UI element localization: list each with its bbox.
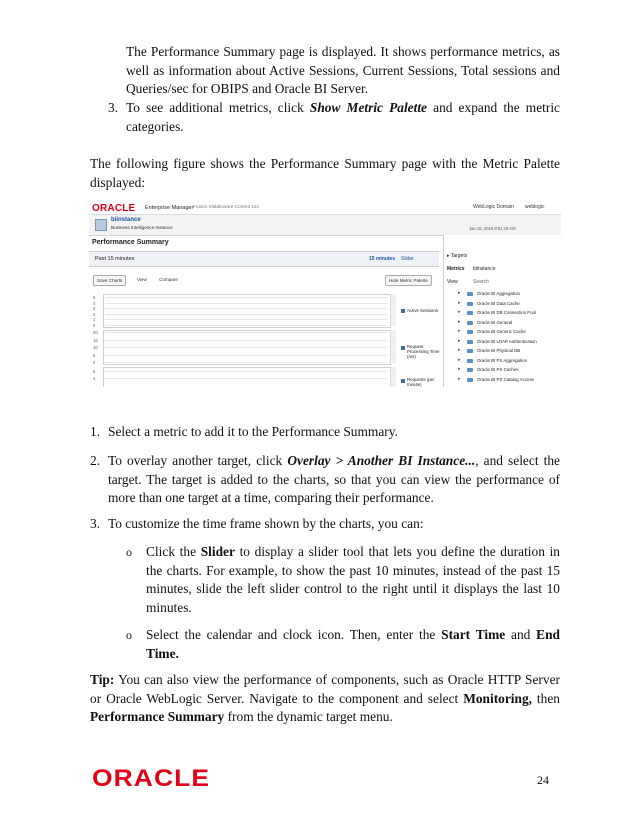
text: and — [505, 627, 537, 642]
expand-arrow-icon[interactable]: ▸ — [458, 318, 461, 325]
y-tick-label: 5 — [93, 295, 96, 300]
emphasis: Performance Summary — [90, 709, 225, 725]
expand-arrow-icon[interactable]: ▸ — [458, 290, 461, 296]
folder-icon — [467, 311, 473, 315]
chart-scrollbar[interactable] — [390, 330, 396, 363]
gridline — [105, 355, 387, 356]
view-menu[interactable]: View — [137, 277, 147, 282]
metric-category[interactable]: Oracle BI Physical DB — [477, 348, 521, 353]
text: You can also view the performance of components, such as Oracle HTTP Server or Oracle WebLogic Server. Navigate to the component and select — [90, 672, 560, 706]
expand-arrow-icon[interactable]: ▸ — [458, 375, 461, 382]
instance-name[interactable]: biinstance — [111, 217, 141, 223]
emphasis: Overlay > Another BI Instance... — [287, 453, 476, 468]
gridline — [105, 347, 387, 348]
gridline — [105, 308, 387, 309]
folder-icon — [467, 378, 473, 382]
targets-label: Targets — [450, 253, 468, 259]
y-tick-label: 0 — [93, 322, 96, 328]
legend-active-sessions: Active Sessions — [407, 308, 438, 313]
instance-date: Jan 15, 2016 8:01:19 AM — [469, 226, 516, 231]
gridline — [105, 319, 387, 320]
palette-view-menu[interactable]: View — [447, 279, 458, 285]
gridline — [105, 297, 387, 298]
text: from the dynamic target menu. — [224, 709, 393, 725]
folder-icon — [467, 359, 473, 363]
emphasis: Start Time — [441, 627, 506, 642]
intro-step-3 — [126, 99, 560, 136]
hide-metric-palette-button[interactable]: Hide Metric Palette — [385, 275, 432, 286]
gridline — [105, 303, 387, 304]
text: To see additional metrics, click — [126, 100, 310, 115]
metric-category[interactable]: Oracle BI LDAP Authentication — [477, 338, 537, 344]
y-tick-label: 5 — [93, 369, 96, 374]
em-subtitle: Fusion Middleware Control 12c — [193, 205, 260, 210]
y-tick-label: 1 — [93, 317, 96, 322]
tip-paragraph — [90, 671, 560, 727]
gridline — [105, 371, 387, 372]
instance-type-menu[interactable]: Business Intelligence Instance — [111, 225, 173, 230]
chart-requests — [103, 367, 391, 387]
legend-swatch — [401, 309, 405, 313]
folder-icon — [467, 292, 473, 296]
expand-arrow-icon[interactable]: ▸ — [458, 356, 461, 363]
y-tick-label: 4 — [93, 376, 96, 381]
metric-category[interactable]: Oracle BI Data Cache — [477, 300, 520, 306]
y-tick-label: 2 — [93, 311, 96, 317]
expand-arrow-icon[interactable]: ▸ — [458, 299, 461, 306]
time-range-label: Past 15 minutes — [95, 256, 135, 262]
step-number: 3. — [90, 516, 101, 531]
folder-icon — [467, 330, 473, 334]
metrics-target: biinstance — [473, 266, 496, 272]
tip-label: Tip: — [90, 672, 115, 687]
bullet-slider — [146, 543, 560, 617]
expand-arrow-icon[interactable]: ▸ — [458, 309, 461, 315]
gridline — [105, 332, 387, 333]
emphasis: Slider — [200, 544, 235, 559]
legend-swatch — [401, 346, 405, 350]
compare-menu[interactable]: Compare — [159, 277, 178, 282]
minutes-select[interactable]: 15 minutes — [369, 256, 396, 262]
user-menu[interactable]: weblogic — [525, 204, 545, 210]
step-number: 2. — [90, 453, 101, 468]
y-tick-label: 20 — [93, 330, 98, 335]
chart-scrollbar[interactable] — [390, 367, 396, 387]
gridline — [105, 378, 387, 379]
folder-icon — [467, 368, 473, 372]
y-tick-label: 0 — [93, 360, 96, 365]
legend-requests: Requests (per minute) — [407, 377, 435, 387]
text: Select the calendar and clock icon. Then, enter the — [146, 627, 442, 642]
oracle-logo: ORACLE — [92, 765, 211, 792]
save-charts-button[interactable]: Save Charts — [93, 275, 126, 286]
y-tick-label: 3 — [93, 306, 96, 311]
step-number: 1. — [90, 424, 101, 439]
step-1: Select a metric to add it to the Performance Summary. — [108, 424, 398, 439]
legend-request-processing: Request Processing Time (ms) — [407, 344, 440, 359]
gridline — [105, 314, 387, 315]
performance-summary-figure — [89, 199, 561, 387]
gridline — [105, 325, 387, 326]
expand-arrow-icon[interactable]: ▸ — [458, 337, 461, 344]
metrics-tab[interactable]: Metrics — [447, 266, 465, 272]
emphasis: Show Metric Palette — [309, 100, 428, 115]
bullet-mark: o — [126, 628, 132, 642]
figure-caption: The following figure shows the Performance Summary page with the Metric Palette displayed: — [90, 156, 560, 190]
text: Click the — [146, 544, 201, 559]
folder-icon — [467, 321, 473, 325]
slider-button[interactable]: Slider — [401, 256, 414, 262]
metric-category[interactable]: Oracle BI PS Caches — [477, 367, 519, 372]
bullet-mark: o — [126, 545, 132, 559]
y-tick-label: 15 — [93, 337, 98, 343]
gridline — [105, 362, 387, 363]
expand-arrow-icon[interactable]: ▸ — [458, 347, 461, 353]
chart-scrollbar[interactable] — [390, 294, 396, 326]
bullet-calendar — [146, 626, 560, 663]
text: and expand the metric categories. — [126, 100, 560, 134]
folder-icon — [467, 340, 473, 344]
step-number: 3. — [108, 100, 119, 115]
metric-category[interactable]: Oracle BI Aggregation — [477, 291, 520, 296]
metric-category[interactable]: Oracle BI PS Catalog Access — [477, 376, 534, 382]
text: to display a slider tool that lets you define the duration in the charts. For example, to show the past 10 minutes, instead of the past 15 minutes, slide the left slider control to the right until it displays the last 10 minutes. — [146, 544, 560, 615]
instance-icon — [95, 219, 107, 231]
oracle-logo: ORACLE — [92, 203, 136, 214]
y-tick-label: 10 — [93, 345, 98, 350]
y-tick-label: 4 — [93, 300, 96, 306]
text: then — [532, 690, 560, 706]
metric-category[interactable]: Oracle BI Generic Cache — [477, 329, 526, 334]
folder-icon — [467, 302, 473, 306]
emphasis: End Time. — [146, 627, 560, 661]
folder-icon — [467, 349, 473, 353]
expand-arrow-icon[interactable]: ▸ — [458, 366, 461, 372]
text: , and select the target. The target is added to the charts, so that you can view the performance of more than one target at a time, comparing their performance. — [108, 453, 560, 506]
y-tick-label: 5 — [93, 352, 96, 358]
step-2 — [108, 452, 560, 508]
palette-search-input[interactable]: Search — [473, 279, 489, 285]
weblogic-domain-menu[interactable]: WebLogic Domain — [473, 204, 514, 210]
metric-category[interactable]: Oracle BI General — [477, 319, 513, 325]
expand-arrow-icon[interactable]: ▸ — [458, 328, 461, 334]
metric-category[interactable]: Oracle BI PS Aggregation — [477, 357, 528, 363]
em-title: Enterprise Manager — [145, 205, 194, 211]
targets-section[interactable]: ▸ Targets — [447, 253, 468, 259]
gridline — [105, 340, 387, 341]
page-number: 24 — [537, 773, 549, 787]
page-title: Performance Summary — [92, 239, 169, 246]
legend-swatch — [401, 379, 405, 383]
step-3: To customize the time frame shown by the charts, you can: — [108, 516, 424, 531]
text: To overlay another target, click — [108, 453, 288, 468]
emphasis: Monitoring, — [463, 690, 533, 706]
intro-paragraph: The Performance Summary page is displayed. It shows performance metrics, as well as information about Active Sessions, Current Sessions, Total sessions and Queries/sec for OBIPS and Oracle BI Server. — [126, 44, 560, 97]
chart-active-sessions — [103, 294, 391, 328]
metric-category[interactable]: Oracle BI DB Connection Pool — [477, 310, 537, 315]
